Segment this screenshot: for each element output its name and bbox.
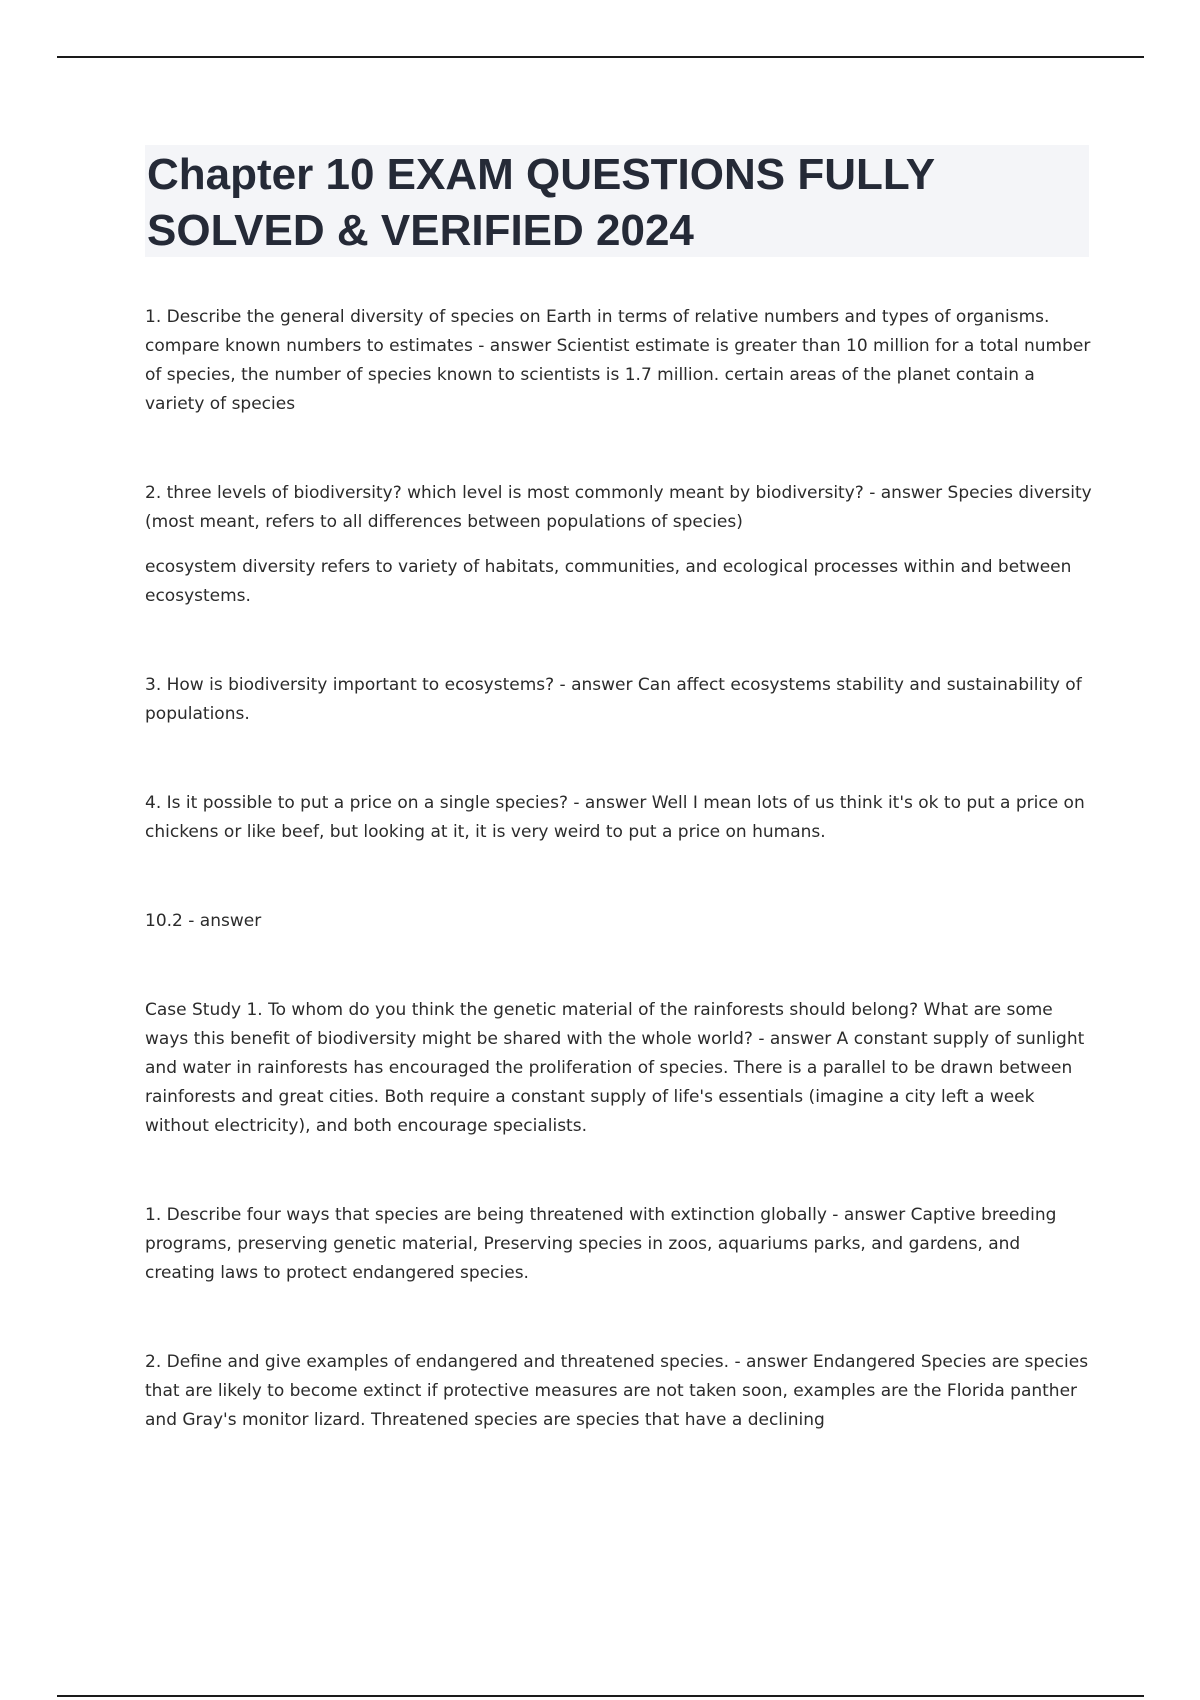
question-paragraph: 2. three levels of biodiversity? which level is most commonly meant by biodiversity? - answer Species diversity (most meant, refers to all differences between populations of species) bbox=[145, 483, 1092, 532]
top-rule bbox=[57, 56, 1144, 58]
question-paragraph: 3. How is biodiversity important to ecosystems? - answer Can affect ecosystems stability and sustainability of populations. bbox=[145, 675, 1082, 724]
question-paragraph: 1. Describe four ways that species are being threatened with extinction globally - answer Captive breeding programs, preserving genetic material, Preserving species in zoos, aquariums parks, and gardens, and creating laws to protect endangered species. bbox=[145, 1205, 1057, 1283]
section-label-paragraph: 10.2 - answer bbox=[145, 911, 262, 931]
document-title: Chapter 10 EXAM QUESTIONS FULLY SOLVED & VERIFIED 2024 bbox=[147, 150, 935, 255]
answer-continuation-paragraph: ecosystem diversity refers to variety of habitats, communities, and ecological processes within and between ecosystems. bbox=[145, 557, 1072, 606]
question-paragraph: 2. Define and give examples of endangered and threatened species. - answer Endangered Species are species that are likely to become extinct if protective measures are not taken soon, examples are the Florida panther and Gray's monitor lizard. Threatened species are species that have a declining bbox=[145, 1352, 1089, 1430]
case-study-paragraph: Case Study 1. To whom do you think the genetic material of the rainforests should belong? What are some ways this benefit of biodiversity might be shared with the whole world? - answer A constant supply of sunlight and water in rainforests has encouraged the proliferation of species. There is a parallel to be drawn between rainforests and great cities. Both require a constant supply of life's essentials (imagine a city left a week without electricity), and both encourage specialists. bbox=[145, 1000, 1085, 1136]
bottom-rule bbox=[57, 1695, 1144, 1697]
title-block bbox=[145, 145, 1089, 257]
question-paragraph: 4. Is it possible to put a price on a single species? - answer Well I mean lots of us think it's ok to put a price on chickens or like beef, but looking at it, it is very weird to put a price on humans. bbox=[145, 793, 1085, 842]
question-paragraph: 1. Describe the general diversity of species on Earth in terms of relative numbers and types of organisms. compare known numbers to estimates - answer Scientist estimate is greater than 10 million for a total number of species, the number of species known to scientists is 1.7 million. certain areas of the planet contain a variety of species bbox=[145, 307, 1091, 414]
document-body bbox=[145, 303, 1095, 1435]
